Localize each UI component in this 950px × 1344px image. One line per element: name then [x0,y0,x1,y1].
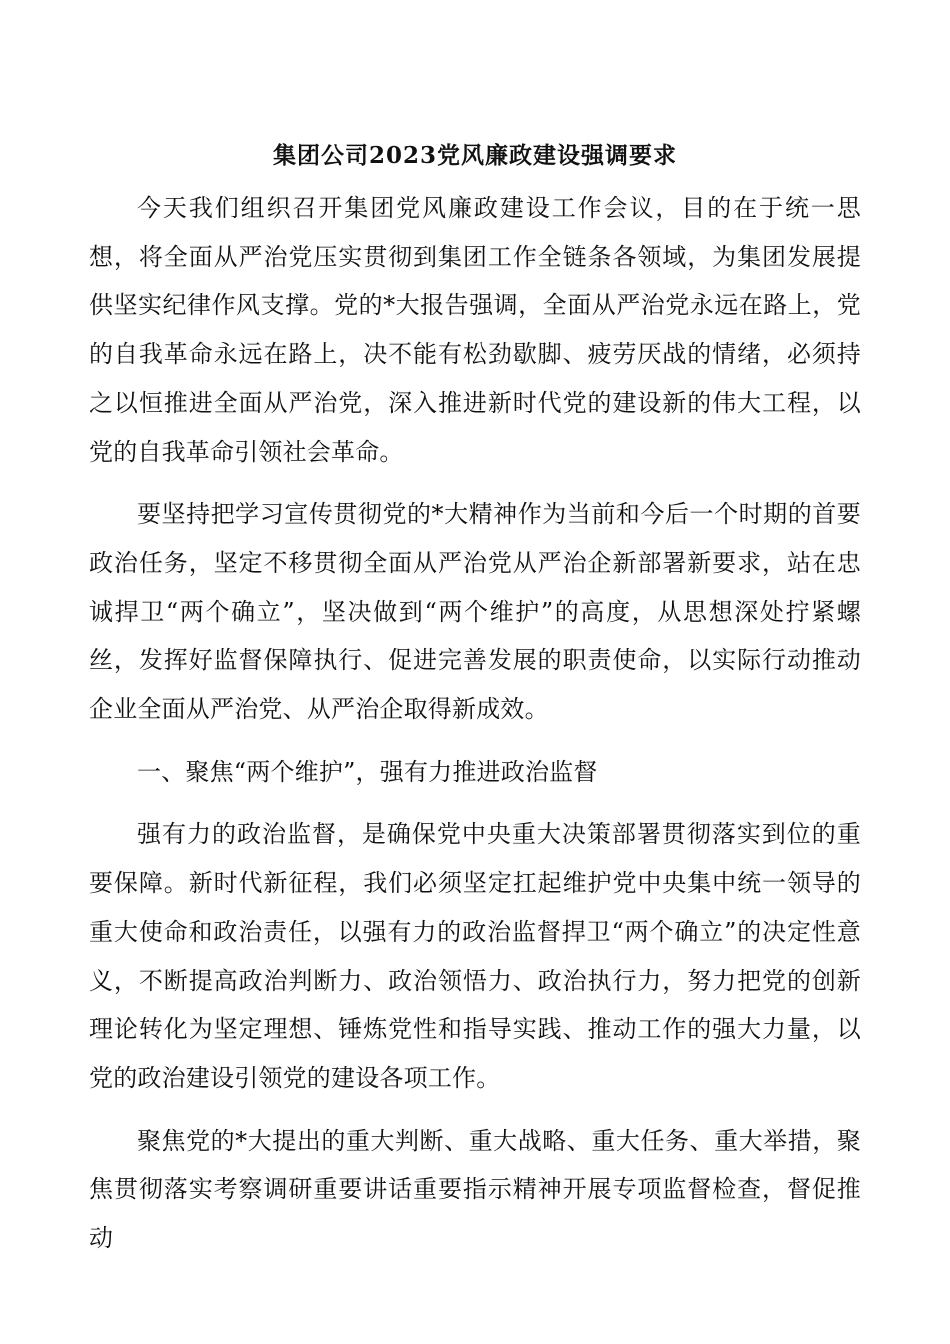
document-title: 集团公司2023党风廉政建设强调要求 [272,142,677,169]
paragraph-political-supervision: 强有力的政治监督，是确保党中央重大决策部署贯彻落实到位的重要保障。新时代新征程，我们必须坚定扛起维护党中央集中统一领导的重大使命和政治责任，以强有力的政治监督捍卫“两个确立”的决定性意义，不断提高政治判断力、政治领悟力、政治执行力，努力把党的创新理论转化为坚定理想、锤炼党性和指导实践、推动工作的强大力量，以党的政治建设引领党的建设各项工作。 [89,820,861,1092]
document-body [89,184,861,1277]
paragraph-focus-points: 聚焦党的*大提出的重大判断、重大战略、重大任务、重大举措，聚焦贯彻落实考察调研重要讲话重要指示精神开展专项监督检查，督促推动 [89,1126,861,1253]
paragraph-study-requirement: 要坚持把学习宣传贯彻党的*大精神作为当前和今后一个时期的首要政治任务，坚定不移贯彻全面从严治党从严治企新部署新要求，站在忠诚捍卫“两个确立”，坚决做到“两个维护”的高度，从思想深处拧紧螺丝，发挥好监督保障执行、促进完善发展的职责使命，以实际行动推动企业全面从严治党、从严治企取得新成效。 [89,500,861,724]
paragraph-intro: 今天我们组织召开集团党风廉政建设工作会议，目的在于统一思想，将全面从严治党压实贯彻到集团工作全链条各领域，为集团发展提供坚实纪律作风支撑。党的*大报告强调，全面从严治党永远在路上，党的自我革命永远在路上，决不能有松劲歇脚、疲劳厌战的情绪，必须持之以恒推进全面从严治党，深入推进新时代党的建设新的伟大工程，以党的自我革命引领社会革命。 [89,194,861,466]
section-heading: 一、聚焦“两个维护”，强有力推进政治监督 [137,757,598,786]
